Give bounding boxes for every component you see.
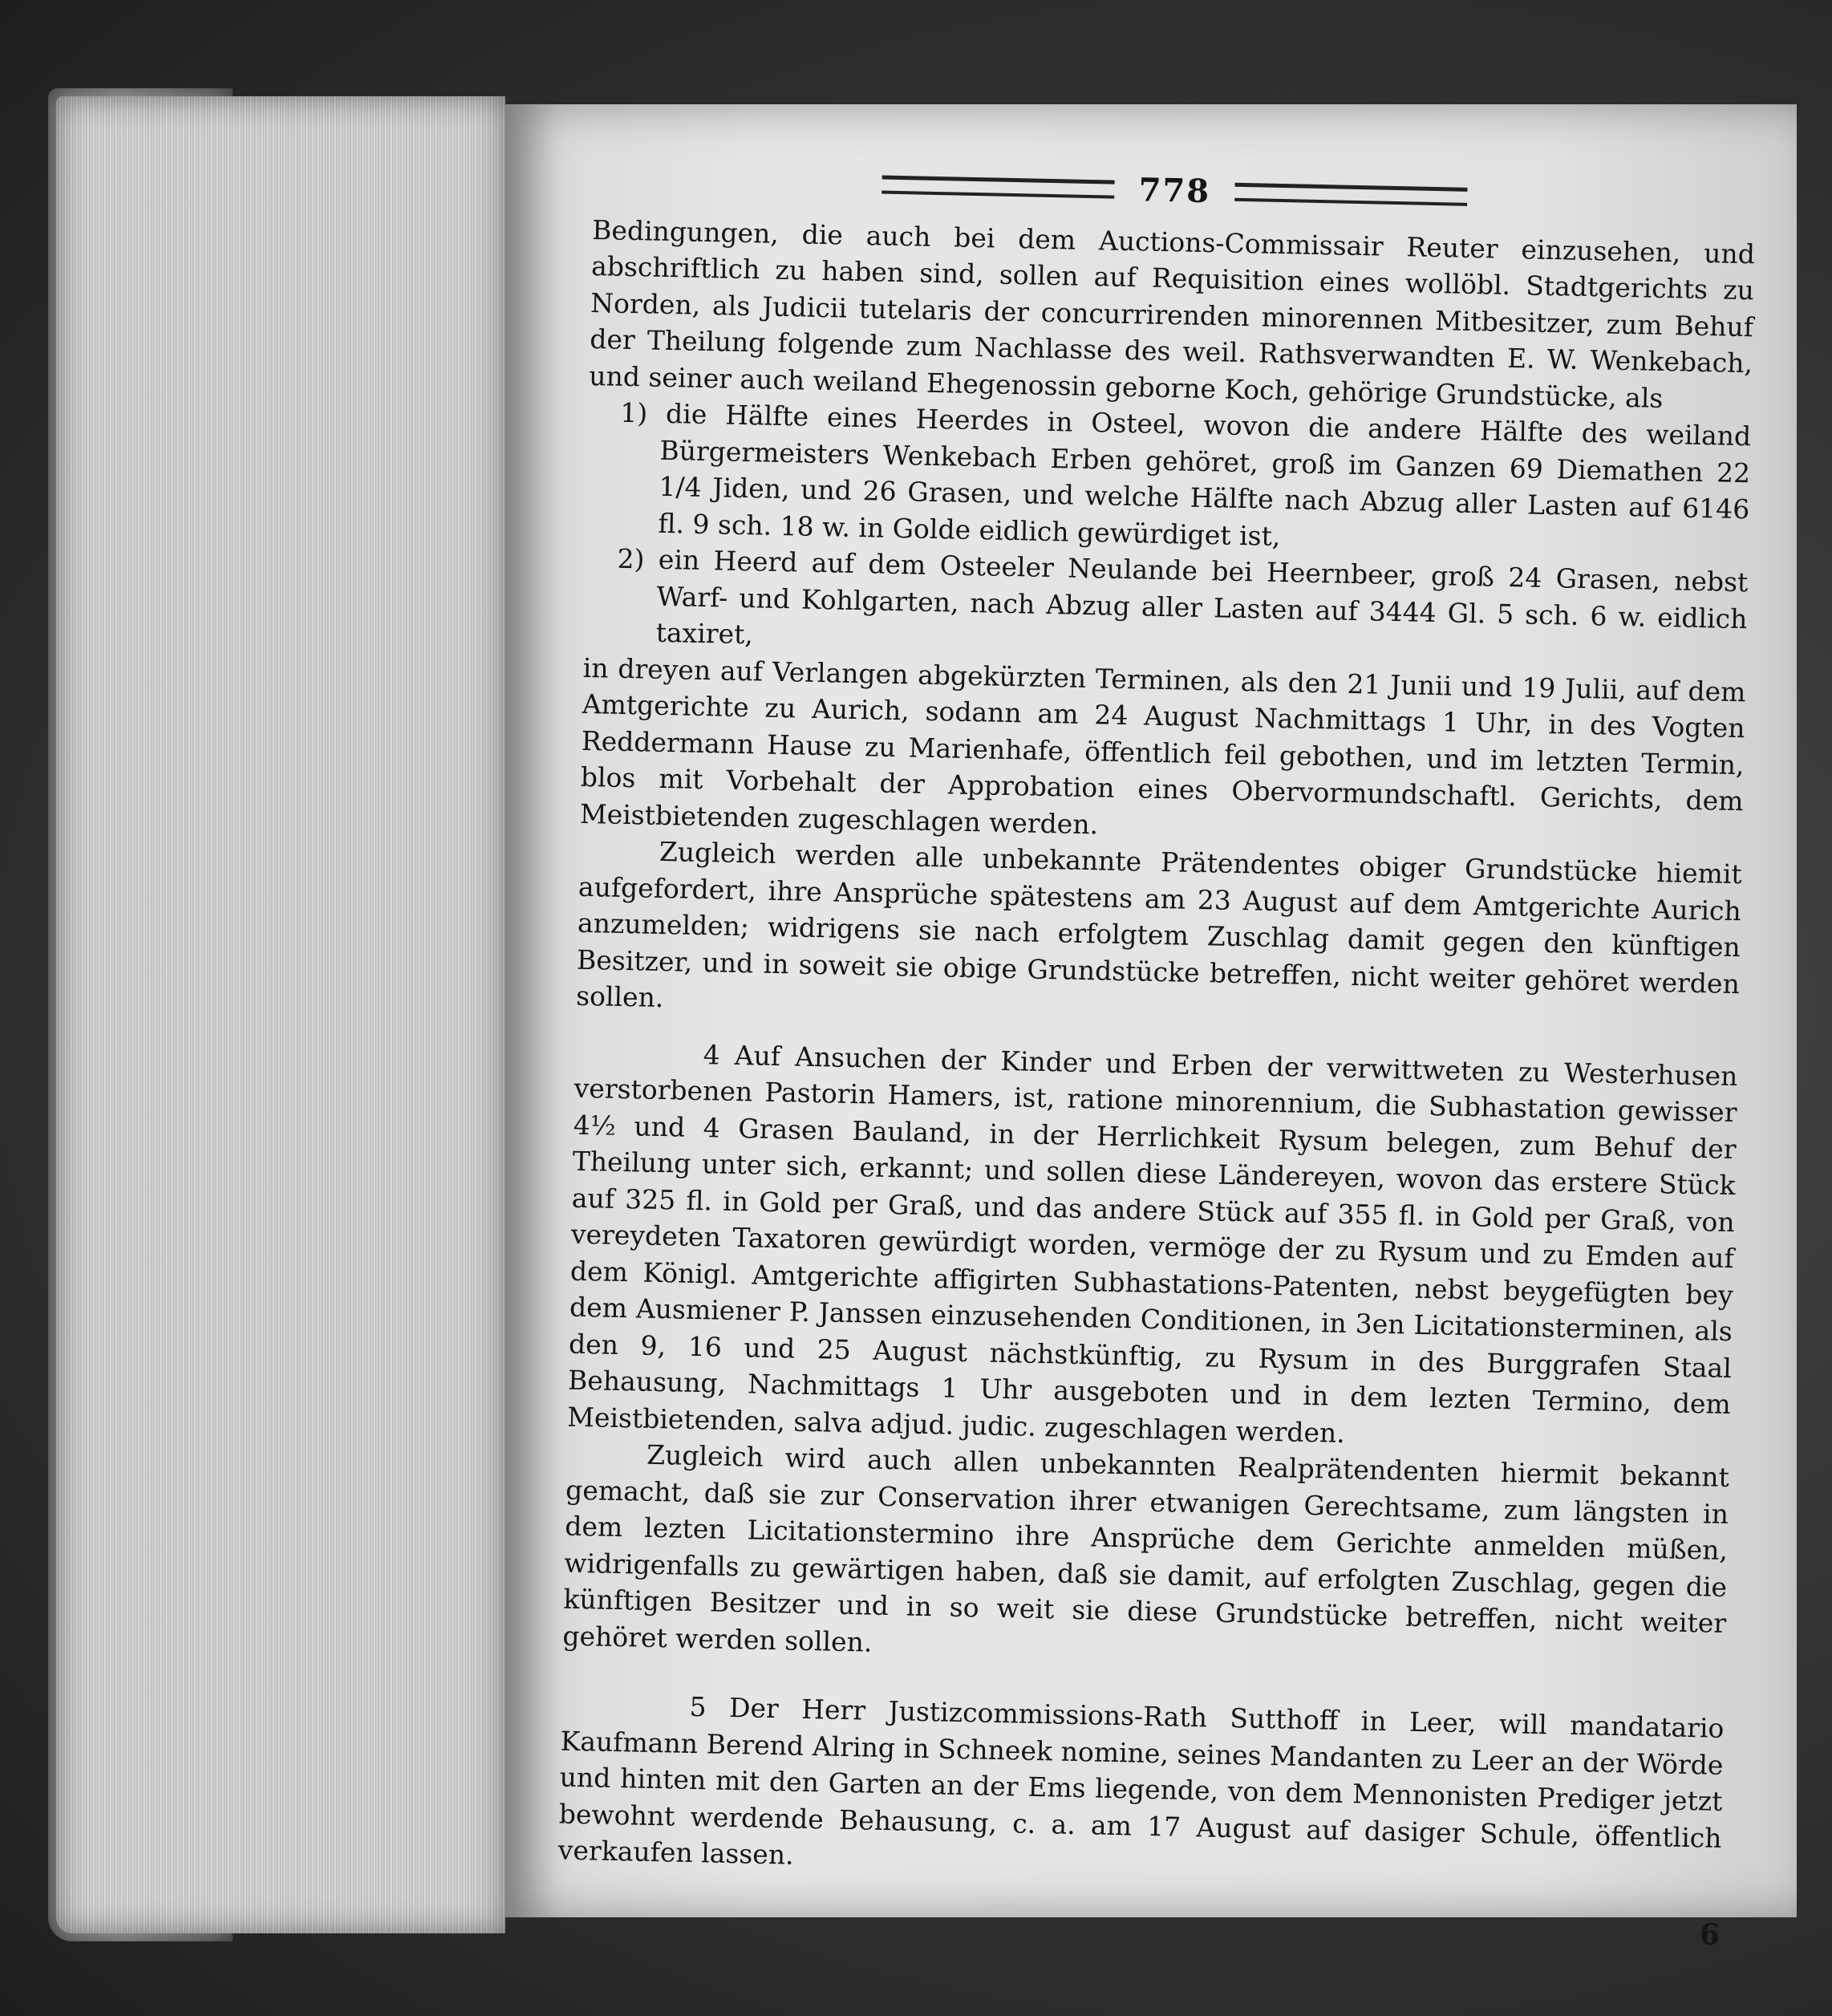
list-item-2: 2) ein Heerd auf dem Osteeler Neulande bei Heernbeer, groß 24 Grasen, nebst Warf- und Kohlgarten, nach Abzug aller Lasten auf 3444 Gl. 5 sch. 6 w. eidlich taxiret, bbox=[617, 542, 1749, 651]
page-header bbox=[593, 160, 1757, 221]
page-number: 778 bbox=[1138, 171, 1211, 211]
header-rule-right bbox=[1234, 183, 1467, 206]
header-rule-left bbox=[882, 176, 1114, 199]
book-page bbox=[505, 104, 1797, 1952]
section-4: 4 Auf Ansuchen der Kinder und Erben der verwittweten zu Westerhusen verstorbenen Pastorin Hamers, ist, ratione minorennium, die Subhastation gewisser 4½ und 4 Grasen Bauland, in der Herrlichkeit Rysum belegen, zum Behuf der Theilung unter sich, erkannt; und sollen diese Ländereyen, wovon das erstere Stück auf 325 fl. in Gold per Graß, und das andere Stück auf 355 fl. in Gold per Graß, von vereydeten Taxatoren gewürdigt worden, vermöge der zu Rysum und zu Emden auf dem Königl. Amtgerichte affigirten Subhastations-Patenten, nebst beygefügten bey dem Ausmiener P. Janssen einzusehenden Conditionen, in 3en Licitationsterminen, als den 9, 16 und 25 August nächstkünftig, zu Rysum in des Burggrafen Staal Behausung, Nachmittags 1 Uhr ausgeboten und in dem lezten Termino, dem Meistbietenden, salva adjud. judic. zugeschlagen werden. bbox=[566, 1038, 1738, 1449]
paragraph-real-claimants: Zugleich wird auch allen unbekannten Realprätendenten hiermit bekannt gemacht, daß sie zur Conservation ihrer etwanigen Gerechtsame, zum längsten in dem lezten Licitationstermino ihre Ansprüche dem Gerichte anmelden müßen, widrigenfalls zu gewärtigen haben, daß sie damit, auf erfolgten Zuschlag, gegen die künftigen Besitzer und in so weit sie diese Grundstücke betreffen, nicht weiter gehöret werden sollen. bbox=[562, 1438, 1730, 1658]
paragraph-claims-notice: Zugleich werden alle unbekannte Prätendentes obiger Grundstücke hiemit aufgefordert, ihre Ansprüche spätestens am 23 August auf dem Amtgerichte Aurich anzumelden; widrigens sie nach erfolgtem Zuschlag damit gegen den künftigen Besitzer, und in soweit sie obige Grundstücke betreffen, nicht weiter gehöret werden sollen. bbox=[575, 835, 1743, 1014]
list-item-1: 1) die Hälfte eines Heerdes in Osteel, wovon die andere Hälfte des weiland Bürgermeisters Wenkebach Erben gehöret, groß im Ganzen 69 Diemathen 22 1/4 Jiden, und 26 Grasen, und welche Hälfte nach Abzug aller Lasten auf 6146 fl. 9 sch. 18 w. in Golde eidlich gewürdiget ist, bbox=[620, 396, 1752, 552]
page-stack-edge bbox=[56, 96, 505, 1933]
paragraph-terms: in dreyen auf Verlangen abgekürzten Terminen, als den 21 Junii und 19 Julii, auf dem Amtgerichte zu Aurich, sodann am 24 August Nachmittags 1 Uhr, in des Vogten Reddermann Hause zu Marienhafe, öffentlich feil gebothen, und im letzten Termin, blos mit Vorbehalt der Approbation eines Obervormundschaftl. Gerichts, dem Meistbietenden zugeschlagen werden. bbox=[579, 651, 1746, 840]
page-text-block bbox=[557, 160, 1757, 1953]
paragraph-conditions: Bedingungen, die auch bei dem Auctions-Commissair Reuter einzusehen, und abschriftlich zu haben sind, sollen auf Requisition eines wollöbl. Stadtgerichts zu Norden, als Judicii tutelaris der concurrirenden minorennen Mitbesitzer, zum Behuf der Theilung folgende zum Nachlasse des weil. Rathsverwandten E. W. Wenkebach, und seiner auch weiland Ehegenossin geborne Koch, gehörige Grundstücke, als bbox=[588, 213, 1756, 414]
section-5: 5 Der Herr Justizcommissions-Rath Sutthoff in Leer, will mandatario Kaufmann Berend Alring in Schneek nomine, seines Mandanten zu Leer an der Wörde und hinten mit den Garten an der Ems liegende, von dem Mennonisten Prediger jetzt bewohnt werdende Behausung, c. a. am 17 August auf dasiger Schule, öffentlich verkaufen lassen. bbox=[557, 1690, 1725, 1871]
catchword: 6 bbox=[1699, 1917, 1721, 1952]
